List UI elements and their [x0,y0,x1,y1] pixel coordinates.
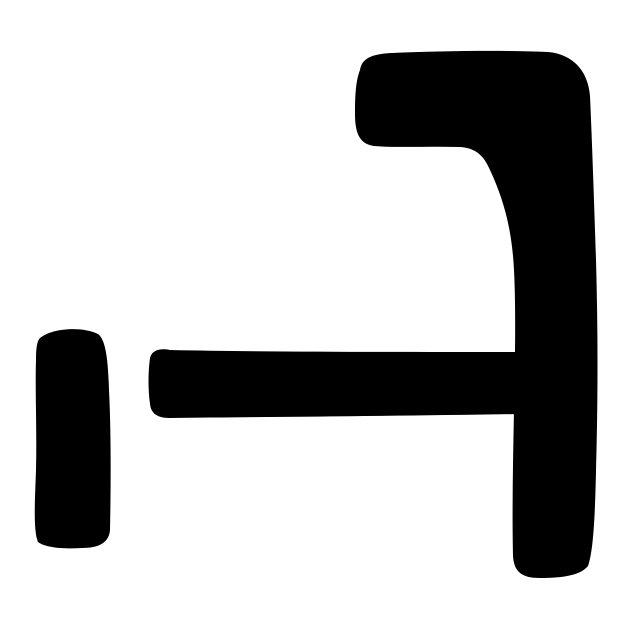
horizontal-stroke [149,349,521,418]
left-vertical-stroke [35,329,111,548]
